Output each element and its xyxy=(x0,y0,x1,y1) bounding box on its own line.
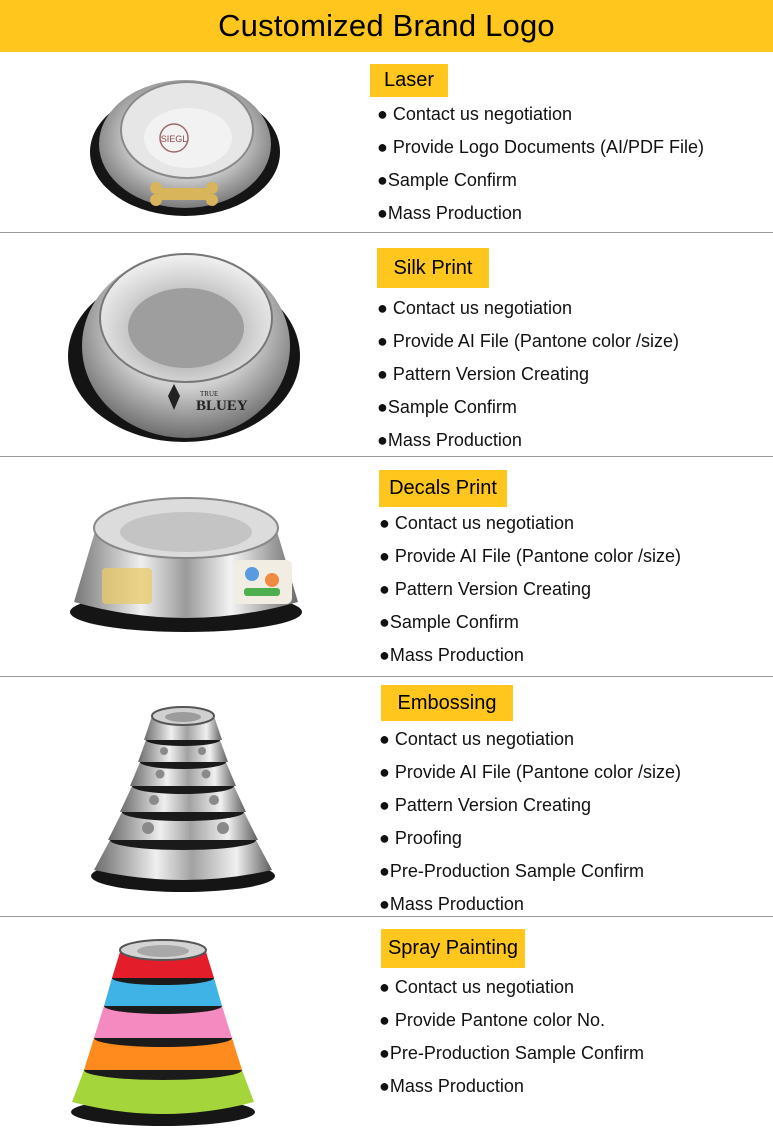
list-item: ●Pre-Production Sample Confirm xyxy=(379,861,644,881)
silk-print-step-list xyxy=(377,298,679,463)
list-item: ●Mass Production xyxy=(379,645,524,665)
silk-logo-text: BLUEY xyxy=(196,398,248,414)
list-item: ● Pattern Version Creating xyxy=(377,364,589,384)
list-item: ● Pattern Version Creating xyxy=(379,579,591,599)
list-item: ● Provide AI File (Pantone color /size) xyxy=(379,762,682,782)
list-item: ● Contact us negotiation xyxy=(379,729,574,749)
decals-print-bowl-image xyxy=(68,484,306,634)
list-item: ● Provide Pantone color No. xyxy=(379,1010,605,1030)
list-item: ●Mass Production xyxy=(379,894,524,914)
list-item: ●Sample Confirm xyxy=(377,397,517,417)
tag-silk-print: Silk Print xyxy=(377,248,489,288)
page-header xyxy=(0,0,773,52)
section-divider xyxy=(0,916,773,917)
tag-spray-painting: Spray Painting xyxy=(381,929,525,968)
list-item: ●Sample Confirm xyxy=(377,170,517,190)
silk-logo-small: TRUE xyxy=(200,390,219,398)
list-item: ● Contact us negotiation xyxy=(377,104,572,124)
tag-embossing: Embossing xyxy=(381,685,513,721)
list-item: ● Contact us negotiation xyxy=(379,977,574,997)
list-item: ●Mass Production xyxy=(379,1076,524,1096)
embossing-bowls-image xyxy=(88,700,278,894)
page-title: Customized Brand Logo xyxy=(218,8,555,43)
list-item: ●Sample Confirm xyxy=(379,612,519,632)
list-item: ● Provide AI File (Pantone color /size) xyxy=(377,331,680,351)
section-divider xyxy=(0,456,773,457)
list-item: ●Pre-Production Sample Confirm xyxy=(379,1043,644,1063)
decals-print-step-list xyxy=(379,513,681,678)
laser-logo-text: SIEGL xyxy=(160,134,188,144)
list-item: ● Pattern Version Creating xyxy=(379,795,591,815)
spray-painting-step-list xyxy=(379,977,644,1109)
tag-decals-print: Decals Print xyxy=(379,470,507,507)
list-item: ● Contact us negotiation xyxy=(379,513,574,533)
embossing-step-list xyxy=(379,729,681,927)
list-item: ●Mass Production xyxy=(377,430,522,450)
list-item: ● Provide AI File (Pantone color /size) xyxy=(379,546,682,566)
section-divider xyxy=(0,232,773,233)
list-item: ● Proofing xyxy=(379,828,462,848)
laser-step-list xyxy=(377,104,704,236)
silk-print-bowl-image xyxy=(68,236,306,448)
list-item: ● Contact us negotiation xyxy=(377,298,572,318)
list-item: ●Mass Production xyxy=(377,203,522,223)
laser-bowl-image xyxy=(88,60,282,218)
spray-painting-bowls-image xyxy=(68,930,258,1128)
tag-laser: Laser xyxy=(370,64,448,97)
section-divider xyxy=(0,676,773,677)
list-item: ● Provide Logo Documents (AI/PDF File) xyxy=(377,137,704,157)
